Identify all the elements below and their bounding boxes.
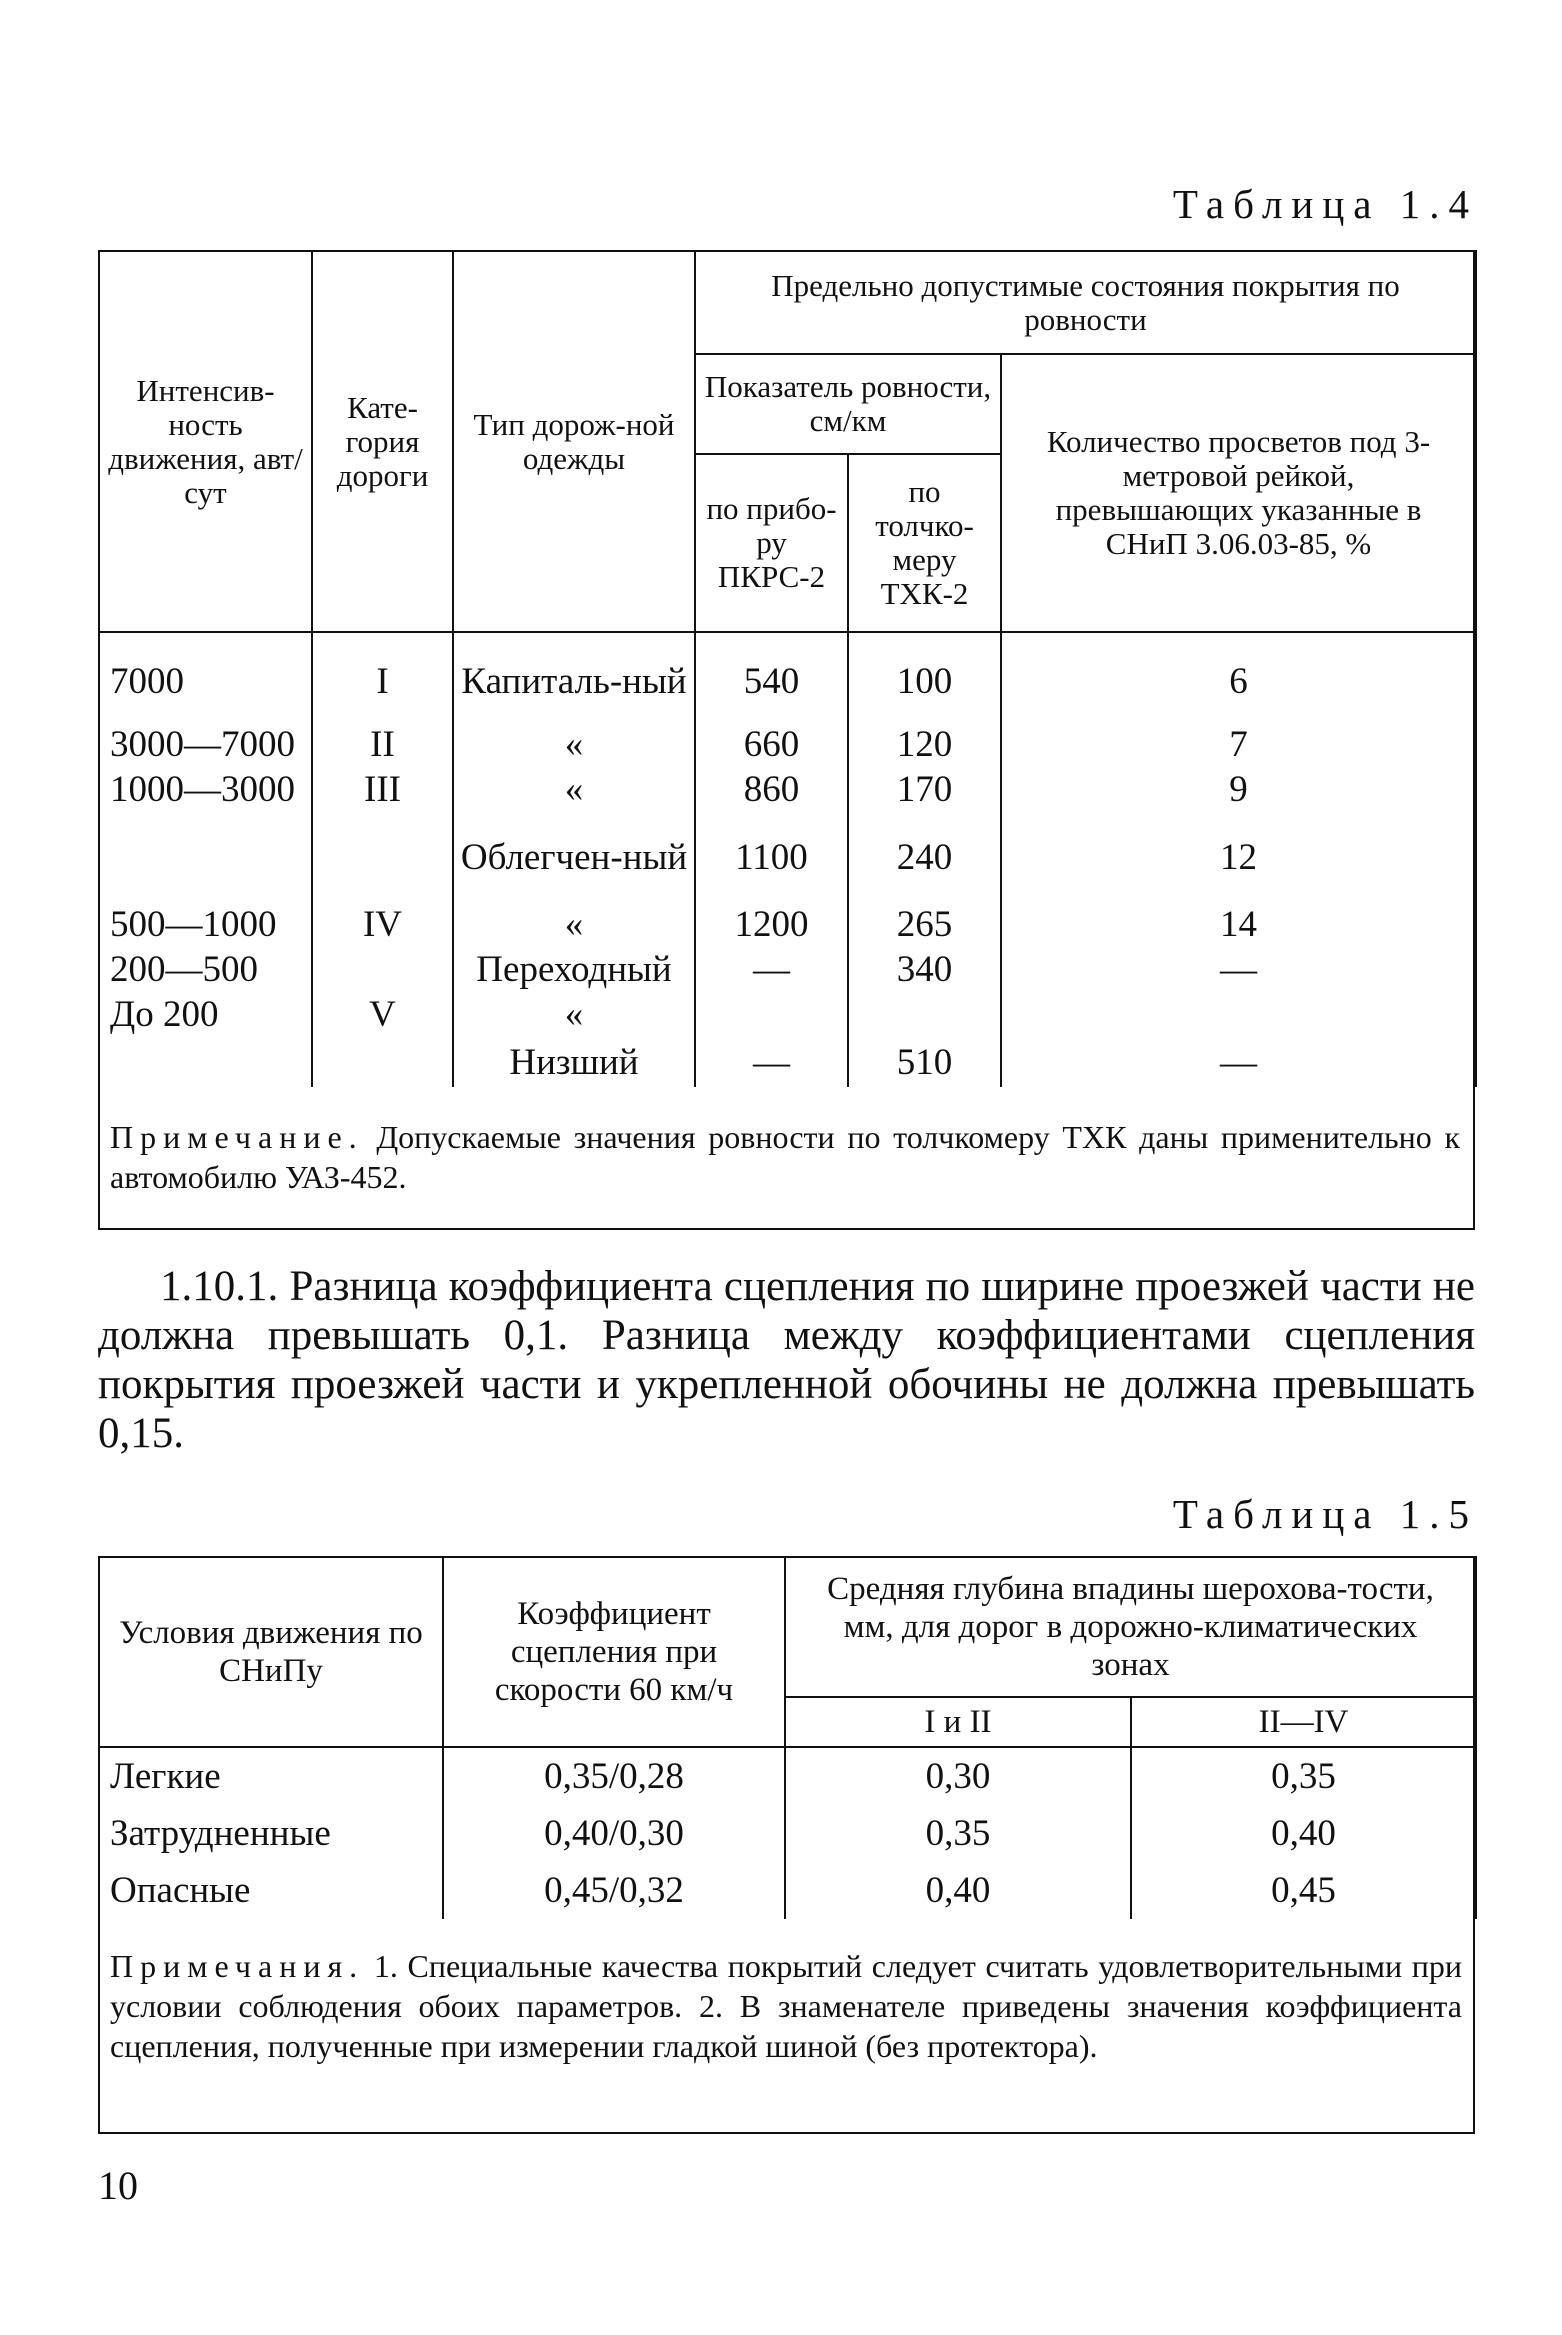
table-row-thk: 170: [848, 767, 1001, 812]
header-roughness-depth: Средняя глубина впадины шерохова-тости, мм, для дорог в дорожно-климатических зонах: [785, 1557, 1476, 1697]
table-row-type: «: [453, 992, 695, 1037]
table-row-category: [312, 812, 453, 902]
table-row-thk: [848, 992, 1001, 1037]
table-row-intensity: 1000—3000: [99, 767, 312, 812]
table-row-count: —: [1001, 1037, 1476, 1087]
header-friction-coef: Коэффициент сцепления при скорости 60 км/ч: [443, 1557, 785, 1747]
table-row-count: 12: [1001, 812, 1476, 902]
header-zone-2: II—IV: [1131, 1697, 1476, 1747]
table-row-type: Облегчен-ный: [453, 812, 695, 902]
table-row-pkrs: 1200: [695, 902, 848, 947]
table-row-category: V: [312, 992, 453, 1037]
table-row-coef: 0,35/0,28: [443, 1747, 785, 1805]
header-category: Кате-гория дороги: [312, 251, 453, 632]
page-number: 10: [98, 2163, 138, 2208]
table-row-thk: 510: [848, 1037, 1001, 1087]
table-row-category: IV: [312, 902, 453, 947]
table-row-type: Низший: [453, 1037, 695, 1087]
table-row-zone2: 0,35: [1131, 1747, 1476, 1805]
table-row-pkrs: 1100: [695, 812, 848, 902]
table-1-4: [98, 250, 1477, 1087]
table-row-pkrs: 660: [695, 722, 848, 767]
table-row-zone2: 0,40: [1131, 1805, 1476, 1862]
header-pkrs: по прибо-ру ПКРС-2: [695, 454, 848, 632]
header-evenness-index: Показатель ровности, см/км: [695, 354, 1001, 454]
header-pavement-type: Тип дорож-ной одежды: [453, 251, 695, 632]
table-row-count: 6: [1001, 632, 1476, 722]
table-row-type: Переходный: [453, 947, 695, 992]
table-row-intensity: 500—1000: [99, 902, 312, 947]
table-row-intensity: 3000—7000: [99, 722, 312, 767]
table-row-pkrs: —: [695, 1037, 848, 1087]
note-label: Примечания.: [110, 1948, 365, 1984]
table-1-4-note: [110, 1117, 1460, 1197]
table-1-4-caption: Таблица 1.4: [1172, 181, 1478, 227]
table-row-category: II: [312, 722, 453, 767]
table-row-coef: 0,45/0,32: [443, 1862, 785, 1919]
table-row-type: «: [453, 767, 695, 812]
table-row-intensity: До 200: [99, 992, 312, 1037]
table-row-zone1: 0,35: [785, 1805, 1131, 1862]
table-row-zone1: 0,40: [785, 1862, 1131, 1919]
table-row-coef: 0,40/0,30: [443, 1805, 785, 1862]
table-1-5-note: [110, 1946, 1462, 2066]
table-row-conditions: Легкие: [99, 1747, 443, 1805]
table-row-intensity: [99, 1037, 312, 1087]
table-row-zone1: 0,30: [785, 1747, 1131, 1805]
header-intensity: Интенсив-ность движения, авт/сут: [99, 251, 312, 632]
header-gaps-count: Количество просветов под 3-метровой рейкой, превышающих указанные в СНиП 3.06.03-85, %: [1001, 354, 1476, 632]
header-thk: по толчко-меру ТХК-2: [848, 454, 1001, 632]
table-row-category: [312, 1037, 453, 1087]
header-zone-1: I и II: [785, 1697, 1131, 1747]
table-row-count: [1001, 992, 1476, 1037]
table-row-category: [312, 947, 453, 992]
table-row-thk: 340: [848, 947, 1001, 992]
note-text: Допускаемые значения ровности по толчкомеру ТХК даны применительно к автомобилю УАЗ-452.: [110, 1119, 1460, 1195]
table-row-zone2: 0,45: [1131, 1862, 1476, 1919]
note-label: Примечание.: [110, 1119, 364, 1155]
table-row-thk: 120: [848, 722, 1001, 767]
note-text: 1. Специальные качества покрытий следует считать удовлетворительными при условии соблюдения обоих параметров. 2. В знаменателе приведены значения коэффициента сцепления, полученные при измерении гладкой шиной (без протектора).: [110, 1948, 1462, 2064]
table-row-intensity: 7000: [99, 632, 312, 722]
table-1-5: [98, 1556, 1477, 1919]
table-row-count: —: [1001, 947, 1476, 992]
table-row-count: 9: [1001, 767, 1476, 812]
table-row-type: «: [453, 902, 695, 947]
table-row-conditions: Затрудненные: [99, 1805, 443, 1862]
table-row-category: I: [312, 632, 453, 722]
table-row-thk: 100: [848, 632, 1001, 722]
table-row-intensity: [99, 812, 312, 902]
paragraph-1-10-1: 1.10.1. Разница коэффициента сцепления по ширине проезжей части не должна превышать 0,1. Разница между коэффициентами сцепления покрытия проезжей части и укрепленной обочины не должна превышать 0,15.: [98, 1263, 1475, 1457]
table-row-thk: 240: [848, 812, 1001, 902]
table-row-pkrs: [695, 992, 848, 1037]
table-row-thk: 265: [848, 902, 1001, 947]
table-row-conditions: Опасные: [99, 1862, 443, 1919]
table-row-count: 7: [1001, 722, 1476, 767]
header-limit-states: Предельно допустимые состояния покрытия по ровности: [695, 251, 1476, 354]
table-row-count: 14: [1001, 902, 1476, 947]
table-row-type: «: [453, 722, 695, 767]
table-row-category: III: [312, 767, 453, 812]
table-row-pkrs: —: [695, 947, 848, 992]
table-row-intensity: 200—500: [99, 947, 312, 992]
header-conditions: Условия движения по СНиПу: [99, 1557, 443, 1747]
table-row-type: Капиталь-ный: [453, 632, 695, 722]
table-row-pkrs: 860: [695, 767, 848, 812]
table-1-5-caption: Таблица 1.5: [1172, 1491, 1478, 1537]
table-row-pkrs: 540: [695, 632, 848, 722]
